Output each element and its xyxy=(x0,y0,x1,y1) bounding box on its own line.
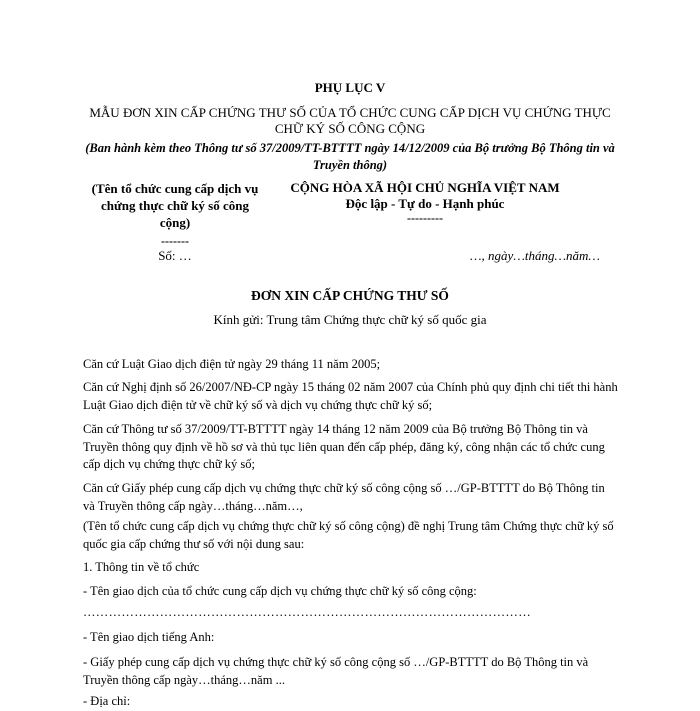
body-paragraph: Căn cứ Luật Giao dịch điện tử ngày 29 tháng 11 năm 2005; xyxy=(83,357,381,371)
organization-divider: ------- xyxy=(161,234,189,248)
form-title: MẪU ĐƠN XIN CẤP CHỨNG THƯ SỐ CỦA TỔ CHỨC CUNG CẤP DỊCH VỤ CHỨNG THỰC CHỮ KÝ SỐ CÔNG CỘNG xyxy=(89,105,611,136)
body-paragraph: Căn cứ Nghị định số 26/2007/NĐ-CP ngày 15 tháng 02 năm 2007 của Chính phủ quy định chi tiết thi hành Luật Giao dịch điện tử về chữ ký số và dịch vụ chứng thực chữ ký số; xyxy=(83,380,618,412)
form-field-label: - Tên giao dịch của tổ chức cung cấp dịch vụ chứng thực chữ ký số công cộng: xyxy=(83,584,477,598)
recipient-line: Kính gửi: Trung tâm Chứng thực chữ ký số quốc gia xyxy=(213,312,487,327)
date-line: …, ngày…tháng…năm… xyxy=(469,248,600,263)
body-paragraph: Căn cứ Thông tư số 37/2009/TT-BTTTT ngày 14 tháng 12 năm 2009 của Bộ trưởng Bộ Thông tin và Truyền thông quy định về hồ sơ và thủ tục liên quan đến cấp phép, đăng ký, công nhận các tổ chức cung cấp dịch vụ chứng thực chữ ký số; xyxy=(83,422,605,471)
body-paragraph: Căn cứ Giấy phép cung cấp dịch vụ chứng thực chữ ký số công cộng số …/GP-BTTTT do Bộ Thông tin và Truyền thông cấp ngày…tháng…năm…, xyxy=(83,481,605,513)
issued-note: (Ban hành kèm theo Thông tư số 37/2009/TT-BTTTT ngày 14/12/2009 của Bộ trưởng Bộ Thông tin và Truyền thông) xyxy=(85,141,615,172)
national-divider: --------- xyxy=(407,211,443,225)
section-heading: 1. Thông tin về tổ chức xyxy=(83,560,200,574)
national-motto: Độc lập - Tự do - Hạnh phúc xyxy=(345,196,505,211)
national-title: CỘNG HÒA XÃ HỘI CHỦ NGHĨA VIỆT NAM xyxy=(290,180,560,195)
form-field-label: - Giấy phép cung cấp dịch vụ chứng thực chữ ký số công cộng số …/GP-BTTTT do Bộ Thông tin và Truyền thông cấp ngày…tháng…năm ... xyxy=(83,655,589,687)
form-field-label: - Tên giao dịch tiếng Anh: xyxy=(83,630,215,644)
form-field-label: - Địa chỉ: xyxy=(83,694,131,708)
body-paragraph: (Tên tổ chức cung cấp dịch vụ chứng thực chữ ký số công cộng) đề nghị Trung tâm Chứng thực chữ ký số quốc gia cấp chứng thư số với nội dung sau: xyxy=(83,519,614,551)
document-number: Số: … xyxy=(158,248,192,263)
organization-name-placeholder: (Tên tổ chức cung cấp dịch vụ chứng thực chữ ký số công cộng) xyxy=(91,181,259,230)
appendix-heading: PHỤ LỤC V xyxy=(314,80,386,95)
form-field-blank-line: …………………………………………………………………………………………… xyxy=(83,605,531,619)
request-title: ĐƠN XIN CẤP CHỨNG THƯ SỐ xyxy=(251,288,449,303)
